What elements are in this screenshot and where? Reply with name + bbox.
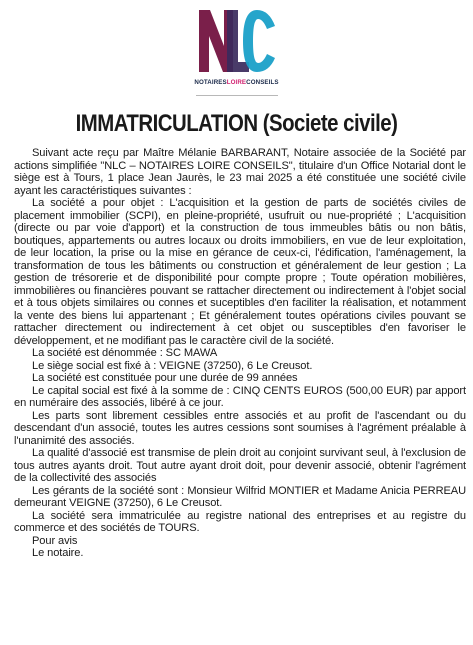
- notice-body: [14, 147, 466, 560]
- paragraph-gerants: Les gérants de la société sont : Monsieur Wilfrid MONTIER et Madame Anicia PERREAU demeurant VEIGNE (37250), 6 Le Creusot.: [14, 484, 466, 509]
- paragraph-objet: La société a pour objet : L'acquisition et la gestion de parts de sociétés civiles de placement immobilier (SCPI), en pleine-propriété, usufruit ou nue-propriété ; L'acquisition (directe ou par voie d'apport) et la construction de tous immeubles bâtis ou non bâtis, boutiques, appartements ou autres locaux ou droits immobiliers, en vue de leur exploitation, de leur location, la prise ou la mise en gérance de ceux-ci, l'édification, l'aménagement, la transformation de tous les bâtiments ou construction et généralement de leur gestion ; La gestion de trésorerie et de disponibilité pour compte propre ; Toute opération mobilières, immobilières ou financières pouvant se rattacher directement ou indirectement à l'objet social et à tous objets similaires ou connes et suceptibles d'en faciliter la réalisation, et notamment la vente des biens lui appartenant ; Et généralement toutes opérations civiles pouvant se rattacher directement ou indirectement à cet objet ou susceptibles d'en favoriser le développement, et ne modifiant pas le caractère civil de la société.: [14, 197, 466, 347]
- logo-subtitle-loire: LOIRE: [226, 79, 247, 86]
- paragraph-intro: Suivant acte reçu par Maître Mélanie BARBARANT, Notaire associée de la Société par actions simplifiée "NLC – NOTAIRES LOIRE CONSEILS", titulaire d'un Office Notarial dont le siège est à Tours, 1 place Jean Jaurès, le 23 mai 2025 a été constituée une société civile ayant les caractéristiques suivantes :: [14, 147, 466, 197]
- nlc-logo-mark: [197, 6, 277, 76]
- paragraph-immatriculation: La société sera immatriculée au registre national des entreprises et au registre du commerce et des sociétés de TOURS.: [14, 509, 466, 534]
- paragraph-pour-avis: Pour avis: [32, 534, 78, 547]
- logo-subtitle: [194, 79, 278, 86]
- logo-letter-c: [243, 10, 275, 72]
- page-title: IMMATRICULATION (Societe civile): [75, 110, 398, 137]
- logo-divider: [196, 95, 278, 96]
- paragraph-signature: Le notaire.: [32, 547, 84, 559]
- logo-subtitle-conseils: CONSEILS: [246, 79, 279, 86]
- logo: [0, 6, 473, 96]
- logo-accent-glyph: [261, 45, 272, 54]
- paragraph-denomination: La société est dénommée : SC MAWA: [32, 347, 218, 359]
- paragraph-qualite: La qualité d'associé est transmise de plein droit au conjoint survivant seul, à l'exclusion de tous autres ayants droit. Tout autre ayant droit doit, pour devenir associé, obtenir l'agrément de la collectivité des associés: [14, 447, 466, 484]
- logo-subtitle-notaires: NOTAIRES: [194, 79, 227, 86]
- paragraph-parts: Les parts sont librement cessibles entre associés et au profit de l'ascendant ou du descendant d'un associé, toutes les autres cessions sont soumises à l'agrément préalable à l'unanimité des associés.: [14, 409, 466, 447]
- paragraph-capital: Le capital social est fixé à la somme de : CINQ CENTS EUROS (500,00 EUR) par apport en numéraire des associés, libéré à ce jour.: [14, 384, 466, 409]
- paragraph-siege: Le siège social est fixé à : VEIGNE (37250), 6 Le Creusot.: [32, 359, 313, 372]
- paragraph-duree: La société est constituée pour une durée de 99 années: [32, 372, 298, 384]
